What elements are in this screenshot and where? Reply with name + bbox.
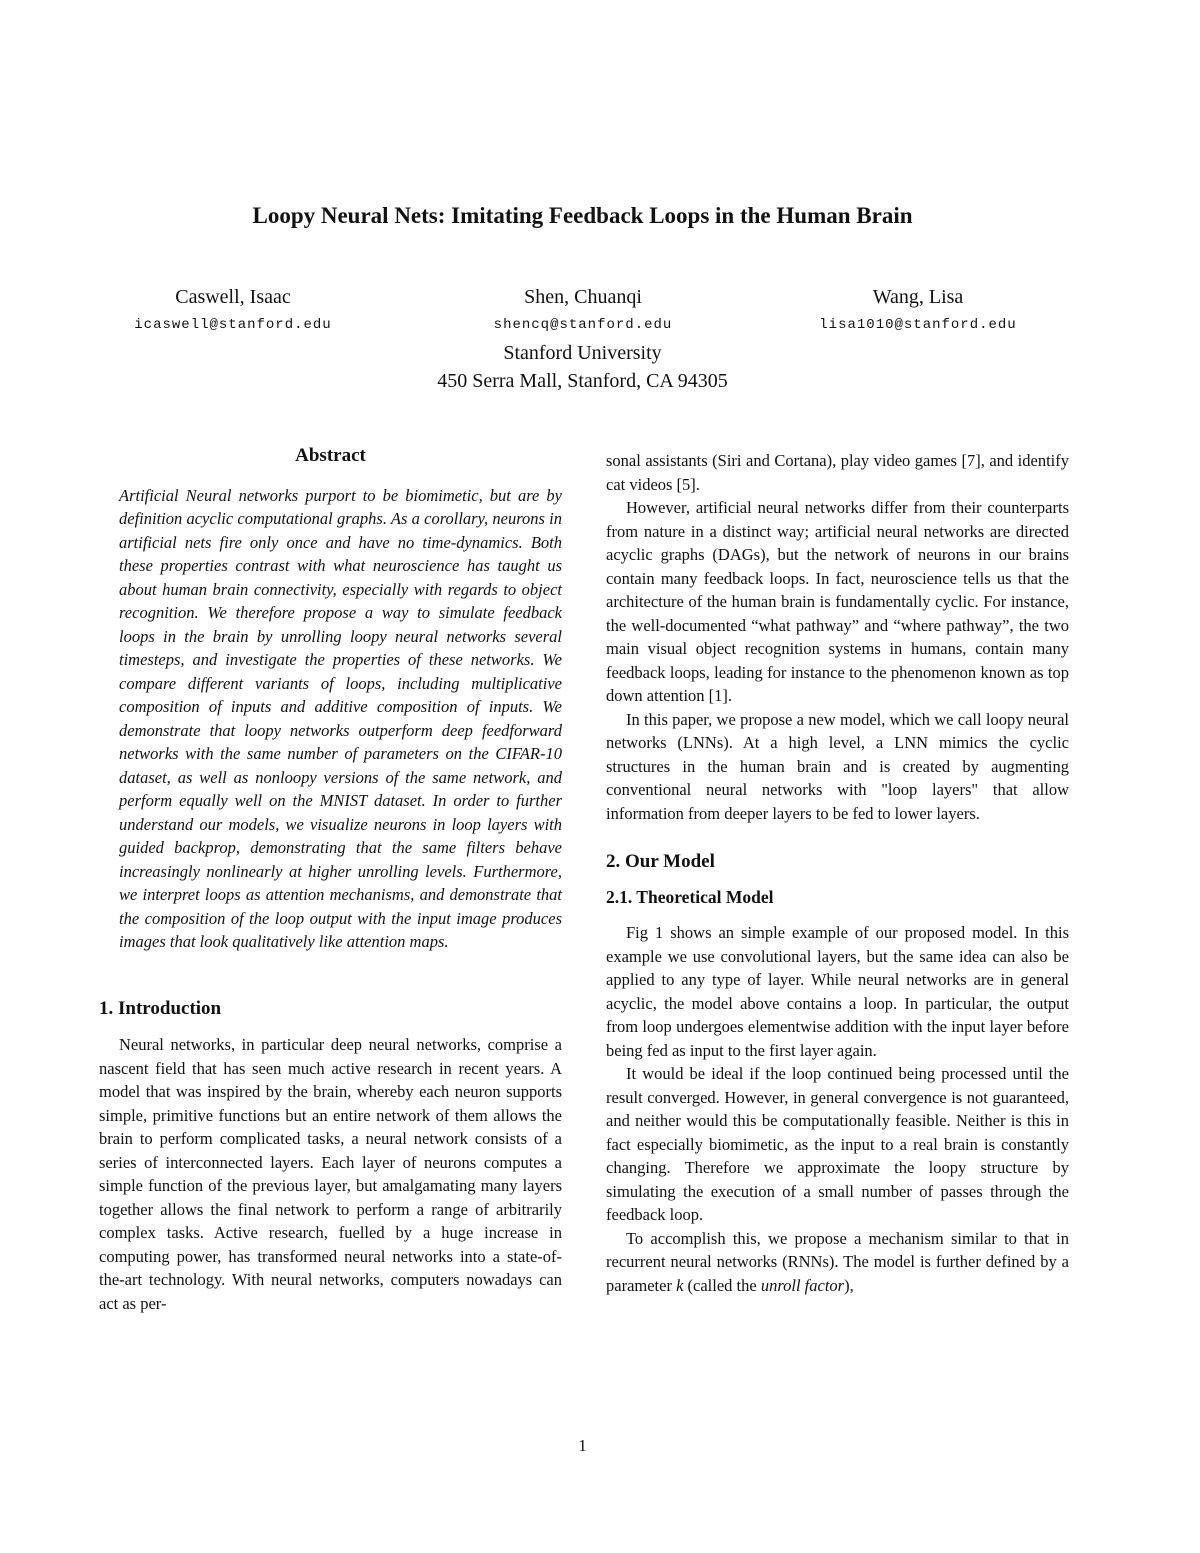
affiliation [0,339,1165,395]
institution: Stanford University [503,342,662,364]
author-email[interactable]: icaswell@stanford.edu [134,317,332,333]
author-block [83,284,383,340]
emphasized-term: unroll factor [760,1275,845,1295]
text-run: ), [844,1275,854,1295]
introduction-heading: 1. Introduction [99,997,222,1019]
author-name: Wang, Lisa [872,286,964,308]
page-number: 1 [578,1436,587,1455]
abstract-text: Artificial Neural networks purport to be biomimetic, but are by definition acyclic computational graphs. As a corollary, neurons in artificial nets fire only once and have no time-dynamics. Both these properties contrast with what neuroscience has taught us about human brain connectivity, especially with regards to object recognition. We therefore propose a way to simulate feedback loops in the brain by unrolling loopy neural networks several timesteps, and investigate the properties of these networks. We compare different variants of loops, including multiplicative composition of inputs and additive composition of inputs. We demonstrate that loopy networks outperform deep feedforward networks with the same number of parameters on the CIFAR-10 dataset, as well as nonloopy versions of the same network, and perform equally well on the MNIST dataset. In order to further understand our models, we visualize neurons in loop layers with guided backprop, demonstrating that the same filters behave increasingly nonlinearly at higher unrolling levels. Furthermore, we interpret loops as attention mechanisms, and demonstrate that the composition of the loop output with the input image produces images that look qualitatively like attention maps. [119,485,562,951]
paragraph: sonal assistants (Siri and Cortana), play video games [7], and identify cat videos [5]. [606,451,1069,494]
author-name: Caswell, Isaac [175,286,291,308]
right-column [606,449,1069,1297]
math-variable: k [676,1275,684,1295]
author-email[interactable]: lisa1010@stanford.edu [819,317,1017,333]
text-run: (called the [683,1275,761,1295]
subsection-heading: 2.1. Theoretical Model [606,886,774,907]
paragraph: However, artificial neural networks differ from their counterparts from nature in a distinct way; artificial neural networks are directed acyclic graphs (DAGs), but the network of neurons in our brains contain many feedback loops. In fact, neuroscience tells us that the architecture of the human brain is fundamentally cyclic. For instance, the well-documented “what pathway” and “where pathway”, the two main visual object recognition systems in humans, contain many feedback loops, leading for instance to the phenomenon known as top down attention [1]. [606,498,1069,705]
author-email[interactable]: shencq@stanford.edu [493,317,673,333]
author-block [433,284,733,340]
paragraph [606,1227,1069,1298]
address: 450 Serra Mall, Stanford, CA 94305 [437,370,728,392]
paragraph: In this paper, we propose a new model, which we call loopy neural networks (LNNs). At a high level, a LNN mimics the cyclic structures in the human brain and is created by augmenting conventional neural networks with "loop layers" that allow information from deeper layers to be fed to lower layers. [606,709,1069,823]
abstract-heading: Abstract [295,445,366,466]
paragraph: Fig 1 shows an simple example of our proposed model. In this example we use convolutional layers, but the same idea can also be applied to any type of layer. While neural networks are in general acyclic, the model above contains a loop. In particular, the output from loop undergoes elementwise addition with the input layer before being fed as input to the first layer again. [606,923,1069,1060]
paragraph: Neural networks, in particular deep neural networks, comprise a nascent field that has seen much active research in recent years. A model that was inspired by the brain, whereby each neuron supports simple, primitive functions but an entire network of them allows the brain to perform complicated tasks, a neural network consists of a series of interconnected layers. Each layer of neurons computes a simple function of the previous layer, but amalgamating many layers together allows the final network to perform a range of arbitrarily complex tasks. Active research, fuelled by a huge increase in computing power, has transformed neural networks into a state-of-the-art technology. With neural networks, computers nowadays can act as per- [99,1035,562,1313]
section-heading: 2. Our Model [606,851,715,872]
paper-title: Loopy Neural Nets: Imitating Feedback Loops in the Human Brain [252,203,913,228]
left-column [99,444,562,1315]
text-run: To accomplish this, we propose a mechanism similar to that in recurrent neural networks (RNNs). The model is further defined by a parameter [606,1228,1069,1295]
author-block [768,284,1068,340]
author-name: Shen, Chuanqi [524,286,642,308]
paragraph: It would be ideal if the loop continued being processed until the result converged. However, in general convergence is not guaranteed, and neither would this be computationally feasible. Neither is this in fact especially biomimetic, as the input to a real brain is constantly changing. Therefore we approximate the loopy structure by simulating the execution of a small number of passes through the feedback loop. [606,1064,1069,1224]
